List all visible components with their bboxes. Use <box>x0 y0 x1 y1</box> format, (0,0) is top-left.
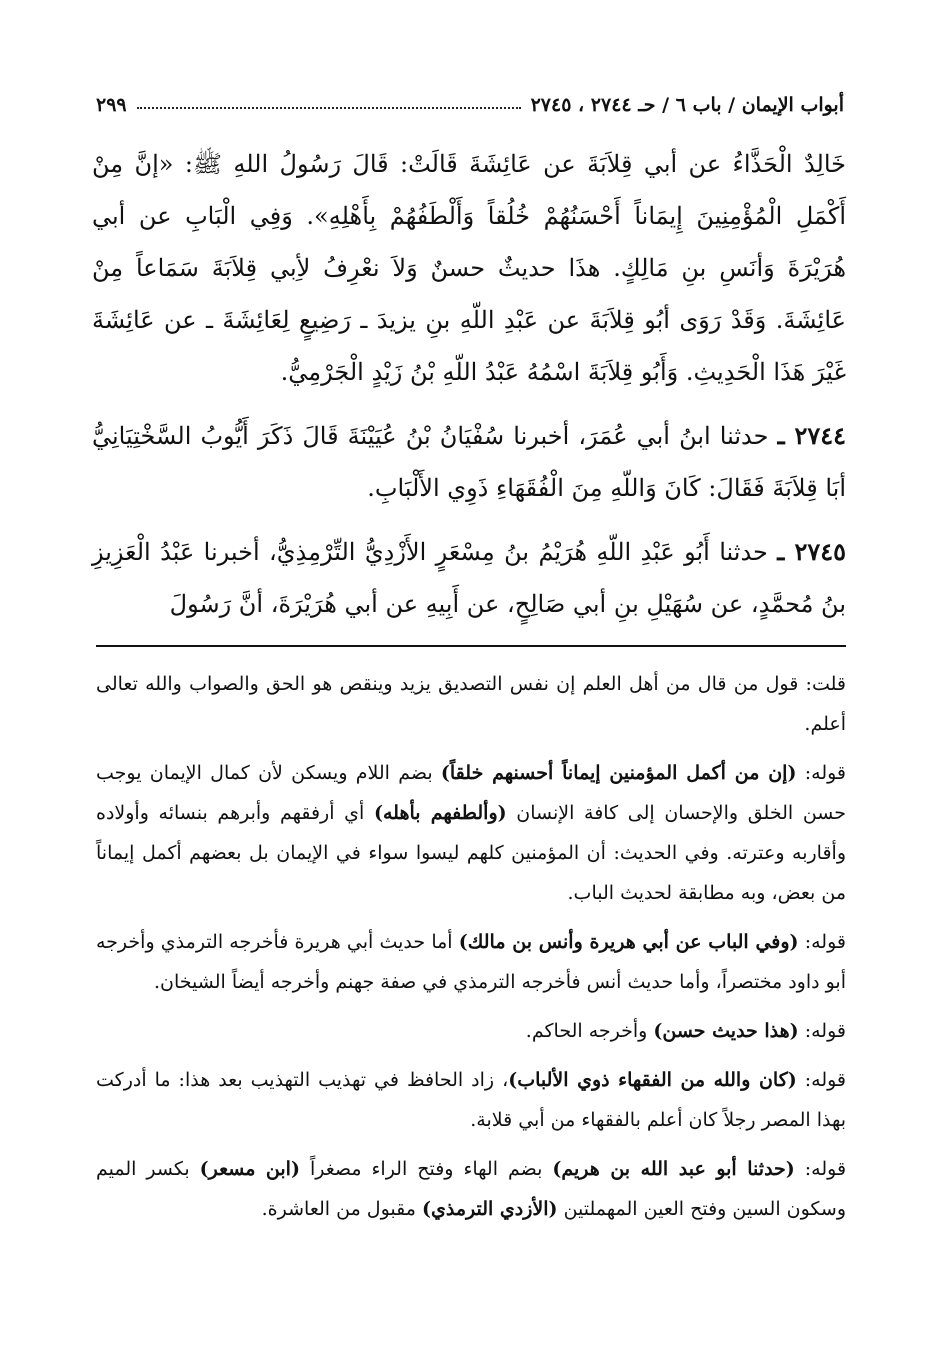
note-quote: (وفي الباب عن أبي هريرة وأنس بن مالك) <box>458 931 799 953</box>
note-text: بضم اللام ويسكن لأن كمال الإيمان يوجب حسن الخلق والإحسان إلى كافة الإنسان <box>96 762 846 824</box>
commentary-note-4 <box>96 1011 846 1051</box>
note-text: بضم الهاء وفتح الراء مصغراً <box>309 1158 543 1180</box>
page-number: ٢٩٩ <box>96 94 127 116</box>
commentary-note-3 <box>96 922 846 1002</box>
note-lead: قوله: <box>804 762 847 784</box>
header-dot-leader <box>137 107 521 109</box>
note-lead: قوله: <box>804 1158 847 1180</box>
hadith-number-2744: ٢٧٤٤ ـ <box>777 421 846 450</box>
note-text: وأخرجه الحاكم. <box>525 1020 648 1042</box>
note-quote: (الأزدي الترمذي) <box>421 1198 558 1220</box>
hadith-2744 <box>92 410 846 514</box>
note-lead: قوله: <box>804 1069 847 1091</box>
hadith-2744-text: حدثنا ابنُ أبي عُمَرَ، أخبرنا سُفْيَانُ بْنُ عُيَيْنَةَ قَالَ ذَكَرَ أَيُّوبُ السَّخْتِيَانِيُّ أبَا قِلاَبَةَ فَقَالَ: كَانَ وَاللّهِ مِنَ الْفُقَهَاءِ ذَوِي الأَلْبَابِ. <box>92 422 846 502</box>
note-quote: (ابن مسعر) <box>199 1158 300 1180</box>
note-quote: (هذا حديث حسن) <box>653 1020 799 1042</box>
hadith-2745 <box>92 526 846 630</box>
note-quote: (إن من أكمل المؤمنين إيماناً أحسنهم خلقاً) <box>440 762 797 784</box>
note-text: ، زاد الحافظ في تهذيب التهذيب بعد هذا: ما أدركت بهذا المصر رجلاً كان أعلم بالفقهاء من أبي قلابة. <box>96 1069 846 1131</box>
commentary-note-5 <box>96 1060 846 1140</box>
note-quote: (كان والله من الفقهاء ذوي الألباب) <box>508 1069 797 1091</box>
commentary-note-6 <box>96 1149 846 1229</box>
note-lead: قوله: <box>804 931 846 953</box>
note-text: بكسر الميم وسكون السين وفتح العين المهملتين <box>96 1158 846 1220</box>
note-text: مقبول من العاشرة. <box>261 1198 416 1220</box>
note-lead: قوله: <box>804 1020 846 1042</box>
running-title: أبواب الإيمان / باب ٦ / حـ ٢٧٤٤ ، ٢٧٤٥ <box>530 94 844 116</box>
hadith-text <box>92 138 846 642</box>
note-quote: (وألطفهم بأهله) <box>373 802 507 824</box>
hadith-paragraph-continued: خَالِدٌ الْحَذَّاءُ عن أبي قِلاَبَةَ عن عَائِشَةَ قَالَتْ: قَالَ رَسُولُ اللهِ ﷺ: «إنَّ مِنْ أَكْمَلِ الْمُؤْمِنِينَ إِيمَاناً أَحْسَنُهُمْ خُلُقاً وَأَلْطَفُهُمْ بِأَهْلِهِ». وَفِي الْبَابِ عن أبي هُرَيْرَةَ وَأنَسِ بنِ مَالِكٍ. هذَا حديثٌ حسنٌ وَلاَ نعْرِفُ لأِبي قِلاَبَةَ سَمَاعاً مِنْ عَائِشَةَ. وَقَدْ رَوَى أبُو قِلاَبَةَ عن عَبْدِ اللّهِ بنِ يزيدَ ـ رَضِيعٍ لِعَائِشَةَ ـ عن عَائِشَةَ غَيْرَ هَذَا الْحَدِيثِ. وَأَبُو قِلاَبَةَ اسْمُهُ عَبْدُ اللّهِ بْنُ زَيْدٍ الْجَرْمِيُّ. <box>92 150 846 386</box>
note-text: أي أرفقهم وأبرهم بنسائه وأولاده وأقاربه وعترته. وفي الحديث: أن المؤمنين كلهم ليسوا سواء في الإيمان بل بعضهم أكمل إيماناً من بعض، وبه مطابقة لحديث الباب. <box>96 802 846 904</box>
commentary-section <box>96 664 846 1238</box>
running-header <box>96 82 844 116</box>
hadith-2745-text: حدثنا أَبُو عَبْدِ اللّهِ هُرَيْمُ بنُ مِسْعَرٍ الأَزْدِيُّ التِّرْمِذِيُّ، أخبرنا عَبْدُ الْعَزِيزِ بنُ مُحمَّدٍ، عن سُهَيْلِ بنِ أبي صَالِحٍ، عن أَبِيهِ عن أبي هُرَيْرَةَ، أنَّ رَسُولَ <box>92 538 846 618</box>
footnote-separator <box>96 645 846 647</box>
commentary-note-1: قلت: قول من قال من أهل العلم إن نفس التصديق يزيد وينقص هو الحق والصواب والله تعالى أعلم. <box>96 673 846 735</box>
commentary-note-2 <box>96 753 846 913</box>
note-quote: (حدثنا أبو عبد الله بن هريم) <box>552 1158 795 1180</box>
note-text: أما حديث أبي هريرة فأخرجه الترمذي وأخرجه أبو داود مختصراً، وأما حديث أنس فأخرجه الترمذي في صفة جهنم وأخرجه أيضاً الشيخان. <box>96 931 846 993</box>
hadith-number-2745: ٢٧٤٥ ـ <box>777 537 846 566</box>
